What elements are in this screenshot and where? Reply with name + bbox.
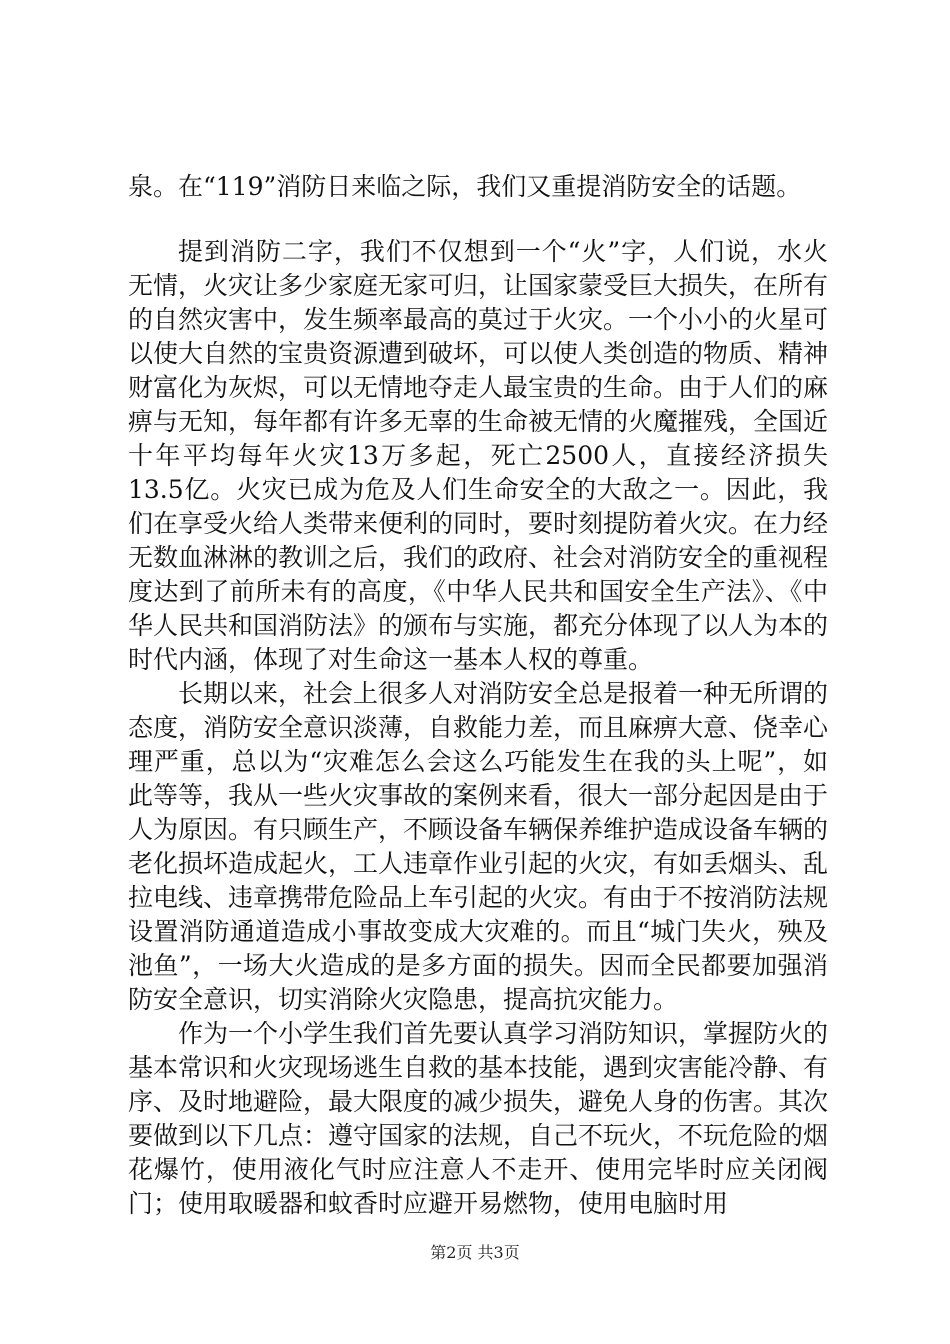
paragraph-attitudes: 长期以来，社会上很多人对消防安全总是报着一种无所谓的态度，消防安全意识淡薄，自救能力差，而且麻痹大意、侥幸心理严重，总以为“灾难怎么会这么巧能发生在我的头上呢”，如此等等，我从一些火灾事故的案例来看，很大一部分起因是由于人为原因。有只顾生产，不顾设备车辆保养维护造成设备车辆的老化损坏造成起火，工人违章作业引起的火灾，有如丢烟头、乱拉电线、违章携带危险品上车引起的火灾。有由于不按消防法规设置消防通道造成小事故变成大灾难的。而且“城门失火，殃及池鱼”，一场大火造成的是多方面的损失。因而全民都要加强消防安全意识，切实消除火灾隐患，提高抗灾能力。	[128, 679, 829, 1014]
paragraph-student-actions: 作为一个小学生我们首先要认真学习消防知识，掌握防火的基本常识和火灾现场逃生自救的基本技能，遇到灾害能冷静、有序、及时地避险，最大限度的减少损失，避免人身的伤害。其次要做到以下几点：遵守国家的法规，自己不玩火，不玩危险的烟花爆竹，使用液化气时应注意人不走开、使用完毕时应关闭阀门；使用取暖器和蚊香时应避开易燃物，使用电脑时用	[128, 1019, 829, 1218]
document-body	[128, 170, 828, 1221]
paragraph-continuation: 泉。在“119”消防日来临之际，我们又重提消防安全的话题。	[128, 172, 802, 201]
paragraph-fire-hazards: 提到消防二字，我们不仅想到一个“火”字，人们说，水火无情，火灾让多少家庭无家可归，让国家蒙受巨大损失，在所有的自然灾害中，发生频率最高的莫过于火灾。一个小小的火星可以使大自然的宝贵资源遭到破坏，可以使人类创造的物质、精神财富化为灰烬，可以无情地夺走人最宝贵的生命。由于人们的麻痹与无知，每年都有许多无辜的生命被无情的火魔摧残，全国近十年平均每年火灾13万多起，死亡2500人，直接经济损失13.5亿。火灾已成为危及人们生命安全的大敌之一。因此，我们在享受火给人类带来便利的同时，要时刻提防着火灾。在力经无数血淋淋的教训之后，我们的政府、社会对消防安全的重视程度达到了前所未有的高度，《中华人民共和国安全生产法》、《中华人民共和国消防法》的颁布与实施，都充分体现了以人为本的时代内涵，体现了对生命这一基本人权的尊重。	[128, 237, 829, 674]
page-footer: 第2页 共3页	[430, 1243, 520, 1262]
